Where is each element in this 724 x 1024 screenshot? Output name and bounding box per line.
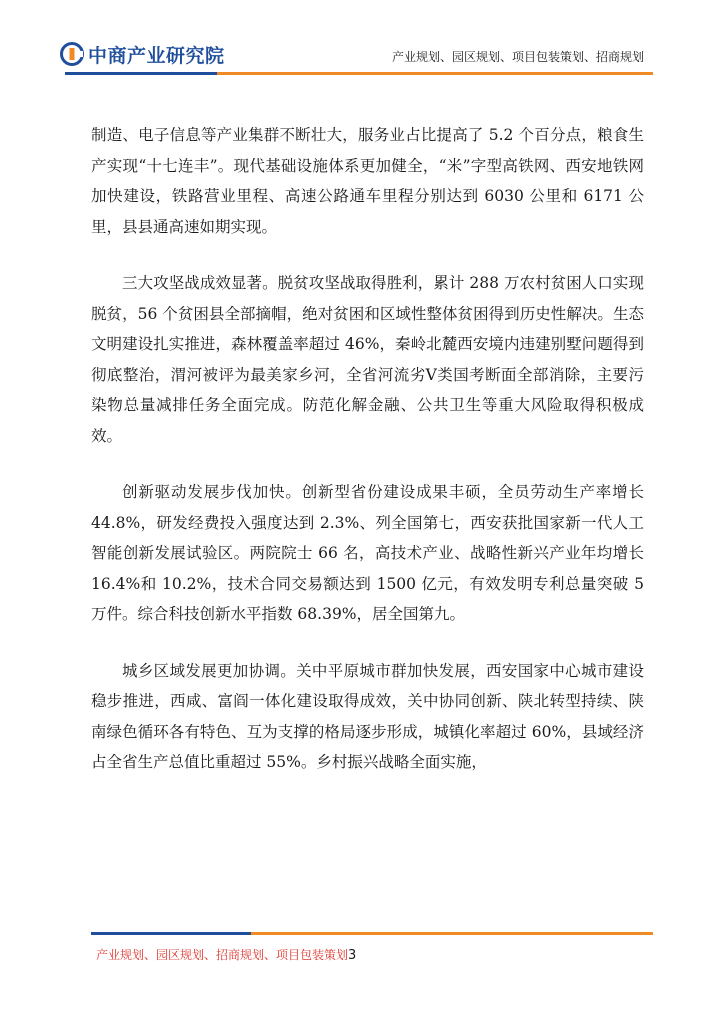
- header-slogan: 产业规划、园区规划、项目包装策划、招商规划: [391, 50, 644, 64]
- page-header: [0, 0, 724, 82]
- paragraph-urban-rural: 城乡区域发展更加协调。关中平原城市群加快发展，西安国家中心城市建设稳步推进，西咸、富阎一体化建设取得成效，关中协同创新、陕北转型持续、陕南绿色循环各有特色、互为支撑的格局逐步形成，城镇化率超过 60%，县域经济占全省生产总值比重超过 55%。乡村振兴战略全面实施，: [91, 661, 644, 771]
- document-body: [91, 120, 644, 804]
- footer-divider-orange: [251, 932, 653, 935]
- header-divider: [65, 72, 653, 75]
- logo-icon: [60, 42, 84, 66]
- header-divider-blue: [65, 72, 217, 75]
- page-footer: [96, 946, 356, 963]
- page-number: 3: [348, 948, 357, 963]
- footer-slogan: 产业规划、园区规划、招商规划、项目包装策划: [96, 948, 349, 962]
- footer-divider: [91, 932, 653, 935]
- logo: [60, 40, 225, 68]
- paragraph-continued: 制造、电子信息等产业集群不断壮大，服务业占比提高了 5.2 个百分点，粮食生产实现“十七连丰”。现代基础设施体系更加健全，“米”字型高铁网、西安地铁网加快建设，铁路营业里程、高速公路通车里程分别达到 6030 公里和 6171 公里，县县通高速如期实现。: [91, 126, 644, 236]
- logo-text: 中商产业研究院: [88, 44, 225, 67]
- footer-divider-blue: [91, 932, 251, 935]
- header-divider-orange: [217, 72, 653, 75]
- paragraph-three-battles: 三大攻坚战成效显著。脱贫攻坚战取得胜利，累计 288 万农村贫困人口实现脱贫，56 个贫困县全部摘帽，绝对贫困和区域性整体贫困得到历史性解决。生态文明建设扎实推进，森林覆盖率超过 46%，秦岭北麓西安境内违建别墅问题得到彻底整治，渭河被评为最美家乡河，全省河流劣Ⅴ类国考断面全部消除，主要污染物总量减排任务全面完成。防范化解金融、公共卫生等重大风险取得积极成效。: [91, 274, 644, 445]
- paragraph-innovation: 创新驱动发展步伐加快。创新型省份建设成果丰硕，全员劳动生产率增长 44.8%，研发经费投入强度达到 2.3%、列全国第七，西安获批国家新一代人工智能创新发展试验区。两院院士 66 名，高技术产业、战略性新兴产业年均增长 16.4%和 10.2%，技术合同交易额达到 1500 亿元，有效发明专利总量突破 5 万件。综合科技创新水平指数 68.39%，居全国第九。: [91, 483, 644, 623]
